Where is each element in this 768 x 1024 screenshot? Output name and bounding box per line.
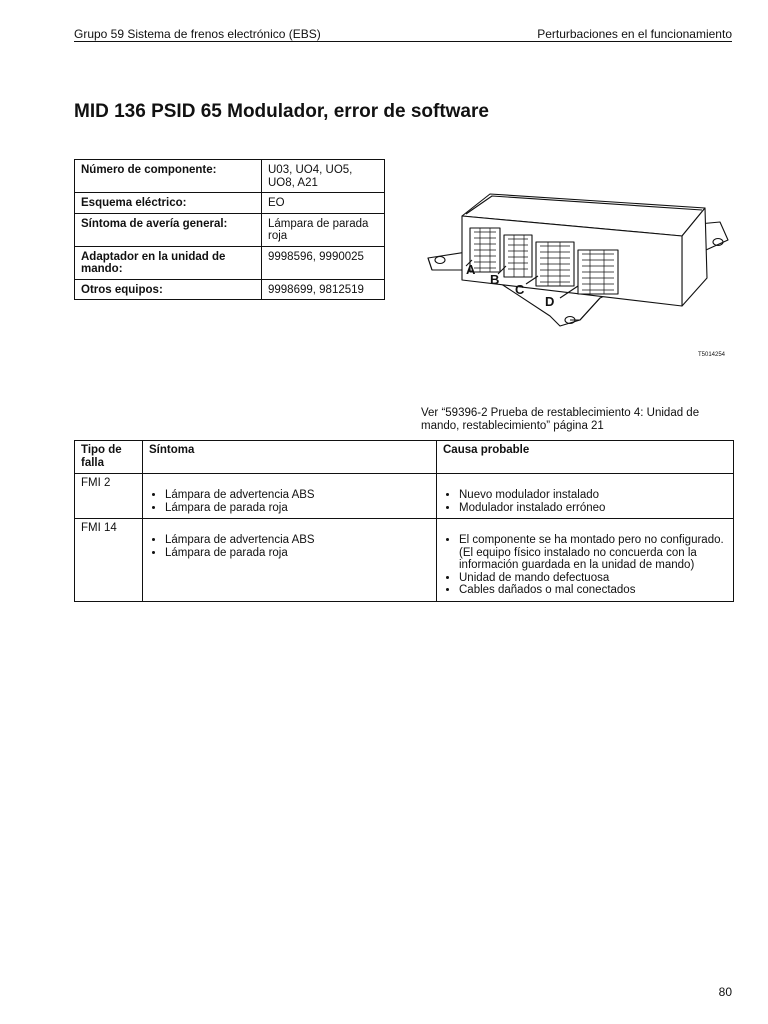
figure-code: T5014254 bbox=[698, 352, 726, 358]
spec-label: Síntoma de avería general: bbox=[75, 213, 262, 246]
header-right: Perturbaciones en el funcionamiento bbox=[537, 27, 732, 41]
table-row bbox=[75, 160, 385, 193]
list-item: • El componente se ha montado pero no configurado. (El equipo físico instalado no concuerda con la información guardada en la unidad de mando) bbox=[459, 534, 727, 572]
list-item: • Lámpara de parada roja bbox=[165, 502, 430, 515]
page-title: MID 136 PSID 65 Modulador, error de software bbox=[74, 101, 489, 122]
table-header-row bbox=[75, 441, 734, 474]
fault-type: FMI 14 bbox=[75, 519, 143, 602]
symptom-cell bbox=[143, 474, 437, 519]
table-row bbox=[75, 193, 385, 214]
header-rule bbox=[74, 41, 732, 42]
connector-label-b: B bbox=[490, 272, 500, 287]
table-row bbox=[75, 279, 385, 300]
column-header: Causa probable bbox=[437, 441, 734, 474]
table-row bbox=[75, 213, 385, 246]
spec-value: Lámpara de parada roja bbox=[262, 213, 385, 246]
connector-label-d: D bbox=[545, 294, 555, 309]
list-item: • Nuevo modulador instalado bbox=[459, 489, 727, 502]
list-item: • Modulador instalado erróneo bbox=[459, 502, 727, 515]
spec-label: Esquema eléctrico: bbox=[75, 193, 262, 214]
spec-value: 9998699, 9812519 bbox=[262, 279, 385, 300]
spec-label: Adaptador en la unidad de mando: bbox=[75, 246, 262, 279]
component-spec-table bbox=[74, 159, 385, 300]
table-row bbox=[75, 474, 734, 519]
column-header: Tipo de falla bbox=[75, 441, 143, 474]
cause-list bbox=[443, 534, 727, 597]
cause-cell bbox=[437, 474, 734, 519]
symptom-cell bbox=[143, 519, 437, 602]
symptom-list bbox=[149, 534, 430, 559]
list-item: • Lámpara de advertencia ABS bbox=[165, 489, 430, 502]
list-item: • Lámpara de advertencia ABS bbox=[165, 534, 430, 547]
fault-table bbox=[74, 440, 734, 602]
spec-label: Número de componente: bbox=[75, 160, 262, 193]
spec-value: EO bbox=[262, 193, 385, 214]
modulator-illustration bbox=[420, 180, 740, 340]
list-item: • Lámpara de parada roja bbox=[165, 547, 430, 560]
connector-label-a: A bbox=[466, 262, 476, 277]
table-row bbox=[75, 519, 734, 602]
table-row bbox=[75, 246, 385, 279]
list-item: • Cables dañados o mal conectados bbox=[459, 584, 727, 597]
connector-label-c: C bbox=[515, 282, 525, 297]
spec-value: U03, UO4, UO5, UO8, A21 bbox=[262, 160, 385, 193]
header-left: Grupo 59 Sistema de frenos electrónico (EBS) bbox=[74, 27, 321, 41]
fault-type: FMI 2 bbox=[75, 474, 143, 519]
spec-label: Otros equipos: bbox=[75, 279, 262, 300]
cause-cell bbox=[437, 519, 734, 602]
spec-value: 9998596, 9990025 bbox=[262, 246, 385, 279]
list-item: • Unidad de mando defectuosa bbox=[459, 572, 727, 585]
reference-note: Ver “59396-2 Prueba de restablecimiento 4: Unidad de mando, restablecimiento” página 21 bbox=[421, 407, 700, 432]
cause-list bbox=[443, 489, 727, 514]
column-header: Síntoma bbox=[143, 441, 437, 474]
page-number: 80 bbox=[718, 985, 732, 999]
symptom-list bbox=[149, 489, 430, 514]
